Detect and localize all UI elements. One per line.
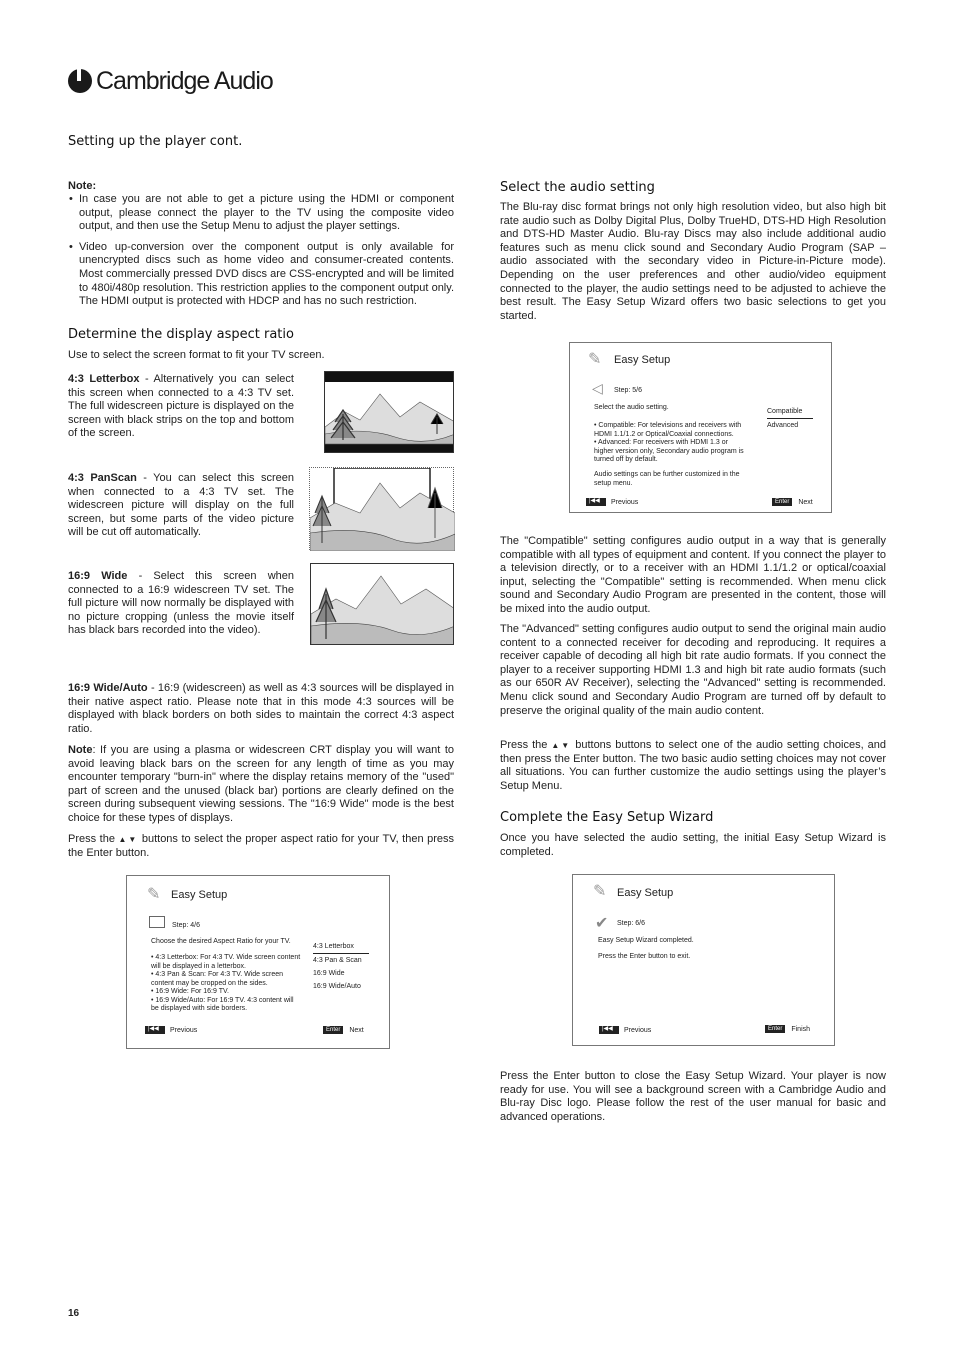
note-label: Note:	[68, 180, 97, 192]
press-audio-instruction	[500, 739, 886, 793]
audio-heading: Select the audio setting	[500, 180, 655, 195]
note2-text: : If you are using a plasma or widescreen CRT display you will want to avoid leaving black bars on the screen for any length of time as you may encounter temporary "burn-in" where the display retains memory of the "used" part of screen and the unused (black bar) portions are clearly defined on the screen during subsequent viewing sessions. The "16:9 Wide" mode is the best choice for these types of displays.	[68, 744, 454, 824]
press-text-a: Press the	[68, 833, 115, 845]
wide-description	[68, 570, 294, 638]
panscan-illustration	[309, 467, 454, 550]
screen-title: Easy Setup	[617, 887, 674, 899]
panscan-text: - You can select this screen when connected to a 4:3 TV set. The widescreen picture will display on the full screen, but some parts of the video picture will be cut off automatically.	[68, 472, 295, 539]
page-number: 16	[68, 1308, 80, 1319]
burnin-note	[68, 744, 454, 826]
aspect-intro: Use to select the screen format to fit your TV screen.	[68, 349, 325, 361]
section-heading: Setting up the player cont.	[68, 134, 243, 149]
wideauto-description	[68, 682, 454, 736]
note-item: • In case you are not able to get a picture using the HDMI or component output, please connect the player to the TV using the composite video output, and then use the Setup Menu to adjust the player settings.	[68, 193, 454, 234]
enter-key: Enter	[765, 1025, 785, 1033]
press-text-a: Press the	[500, 739, 548, 751]
screen-title: Easy Setup	[171, 889, 228, 901]
wide-illustration	[310, 563, 454, 645]
brand-logo	[68, 66, 273, 96]
next-control[interactable]	[772, 498, 813, 506]
screen-title: Easy Setup	[614, 354, 671, 366]
screen-bullet: • 16:9 Wide/Auto: For 16:9 TV. 4:3 content will be displayed with side borders.	[151, 996, 294, 1012]
aspect-options[interactable]	[313, 940, 369, 993]
press-text-b: buttons to select the proper aspect ratio for your TV, then press the Enter button.	[68, 833, 454, 859]
screen-bullet: • Compatible: For televisions and receivers with HDMI 1.1/1.2 or Optical/Coaxial connections.	[594, 422, 742, 438]
next-label: Next	[798, 498, 813, 506]
option-wide-auto[interactable]: 16:9 Wide/Auto	[313, 983, 361, 990]
up-down-arrows-icon: ▲▼	[118, 835, 139, 844]
finish-label: Finish	[791, 1025, 811, 1033]
checkmark-icon: ✔	[595, 915, 609, 932]
logo-mark-icon	[68, 69, 92, 93]
note2-term: Note	[68, 744, 93, 756]
previous-label: Previous	[624, 1026, 652, 1034]
option-wide[interactable]: 16:9 Wide	[313, 970, 345, 977]
audio-options[interactable]	[767, 405, 813, 432]
complete-heading: Complete the Easy Setup Wizard	[500, 810, 714, 825]
option-advanced[interactable]: Advanced	[767, 422, 799, 429]
screen-bullet: • 4:3 Letterbox: For 4:3 TV. Wide screen content will be displayed in a letterbox.	[151, 954, 301, 970]
previous-control[interactable]	[586, 498, 638, 506]
wrench-icon: ✎	[588, 351, 602, 368]
screen-step: Step: 6/6	[617, 920, 646, 927]
letterbox-text: - Alternatively you can select this screen when connected to a 4:3 TV set. The full widescreen picture is displayed on the screen with black strips on the top and bottom of the screen.	[68, 373, 294, 440]
final-description: Press the Enter button to close the Easy Setup Wizard. Your player is now ready for use. You will see a background screen with a Cambridge Audio and Blu-ray Disc logo. Please follow the rest of the user manual for basic and advanced operations.	[500, 1070, 886, 1123]
audio-intro: The Blu-ray disc format brings not only high resolution video, but also high bit rate audio such as Dolby Digital Plus, Dolby TrueHD, DTS-HD High Resolution and DTS-HD Master Audio. Blu-ray Discs may also include additional audio features such as menu click sound and Secondary Audio Program (SAP – audio associated with the secondary video in Picture-in-Picture mode). Depending on the user preferences and other audio/video equipment connected to the player, the audio settings need to be adjusted to achieve the best result. The Easy Setup Wizard offers two basic selections to get you started.	[500, 201, 886, 322]
wide-text: - Select this screen when connected to a 16:9 widescreen TV set. The full picture will now normally be displayed with no picture cropping (unless the movie itself has black bars recorded into the video).	[68, 570, 294, 637]
previous-label: Previous	[170, 1026, 198, 1034]
screen-step: Step: 4/6	[172, 922, 201, 929]
previous-icon	[145, 1026, 165, 1034]
note-item: • Video up-conversion over the component output is only available for unencrypted discs such as home video and consumer-created contents. Most commercially pressed DVD discs are CSS-encrypted and will be limited to 480i/480p resolution. This restriction applies to the component output only. The HDMI output is protected with HDCP and has no such restriction.	[68, 241, 454, 309]
wideauto-text: - 16:9 (widescreen) as well as 4:3 sources will be displayed in their native aspect ratio. Please note that in this mode 4:3 sources will be displayed with black borders on both sides to maintain the correct 4:3 aspect ratio.	[68, 682, 454, 735]
speaker-icon: ◁	[592, 380, 603, 396]
screen-line2: Press the Enter button to exit.	[598, 953, 691, 960]
letterbox-illustration	[324, 371, 454, 453]
screen-bullet: • 16:9 Wide: For 16:9 TV.	[151, 988, 229, 995]
press-aspect-instruction	[68, 833, 454, 860]
screen-prompt: Select the audio setting.	[594, 404, 669, 411]
wide-term: 16:9 Wide	[68, 570, 128, 582]
next-label: Next	[349, 1026, 364, 1034]
brand-name: Cambridge Audio	[96, 66, 273, 95]
enter-key: Enter	[772, 498, 792, 506]
screen-footnote: Audio settings can be further customized in the setup menu.	[594, 471, 740, 487]
screen-bullets	[151, 954, 301, 1014]
previous-control[interactable]	[599, 1026, 651, 1034]
screen-bullet: • 4:3 Pan & Scan: For 4:3 TV. Wide screen content may be cropped on the sides.	[151, 971, 284, 987]
previous-label: Previous	[611, 498, 639, 506]
screen-bullets	[594, 422, 744, 465]
wideauto-term: 16:9 Wide/Auto	[68, 682, 148, 694]
panscan-description	[68, 472, 294, 540]
advanced-description: The "Advanced" setting configures audio output to send the original main audio content to a connected receiver for decoding and reproducing. It requires a receiver capable of decoding all high bit rate audio formats. If you connect the player to a receiver supporting HDMI 1.3 and high bit rate audio formats (such as our 650R AV Receiver), selecting the "Advanced" setting is recommended. Menu click sound and Secondary Audio Program are turned off by default to preserve the original quality of the main audio content.	[500, 623, 886, 717]
previous-icon	[586, 498, 606, 506]
easy-setup-screen-step5	[569, 342, 832, 513]
screen-line1: Easy Setup Wizard completed.	[598, 937, 694, 944]
previous-control[interactable]	[145, 1026, 197, 1034]
easy-setup-screen-step6	[572, 874, 835, 1046]
compatible-description: The "Compatible" setting configures audio output in a way that is generally compatible with all types of equipment and content. If you connect the player to a television directly, or to a receiver with an HDMI 1.1/1.2 or optical/coaxial input, selecting the "Compatible" setting is recommended. When menu click sound and Secondary Audio Program are presented in the content, those will be mixed into the audio output.	[500, 535, 886, 615]
complete-description: Once you have selected the audio setting, the initial Easy Setup Wizard is completed.	[500, 832, 886, 858]
finish-control[interactable]	[765, 1025, 810, 1033]
panscan-term: 4:3 PanScan	[68, 472, 137, 484]
notes-list	[68, 193, 454, 316]
aspect-heading: Determine the display aspect ratio	[68, 327, 294, 342]
press-text-b: buttons buttons to select one of the audio setting choices, and then press the Enter button. The two basic audio setting choices may not cover all situations. You can further customize the audio settings using the player’s Setup Menu.	[500, 739, 886, 792]
wrench-icon: ✎	[593, 883, 607, 900]
letterbox-term: 4:3 Letterbox	[68, 373, 140, 385]
next-control[interactable]	[323, 1026, 364, 1034]
enter-key: Enter	[323, 1026, 343, 1034]
screen-step: Step: 5/6	[614, 387, 643, 394]
previous-icon	[599, 1026, 619, 1034]
option-panscan[interactable]: 4:3 Pan & Scan	[313, 957, 362, 964]
letterbox-description	[68, 373, 294, 441]
screen-bullet: • Advanced: For receivers with HDMI 1.3 or higher version only, Secondary audio program is turned off by default.	[594, 439, 744, 463]
screen-prompt: Choose the desired Aspect Ratio for your TV.	[151, 938, 291, 945]
option-compatible[interactable]: Compatible	[767, 405, 813, 419]
option-letterbox[interactable]: 4:3 Letterbox	[313, 940, 369, 954]
aspect-ratio-icon	[149, 916, 165, 928]
easy-setup-screen-step4	[126, 875, 390, 1049]
wrench-icon: ✎	[147, 886, 161, 903]
up-down-arrows-icon: ▲▼	[551, 741, 572, 750]
